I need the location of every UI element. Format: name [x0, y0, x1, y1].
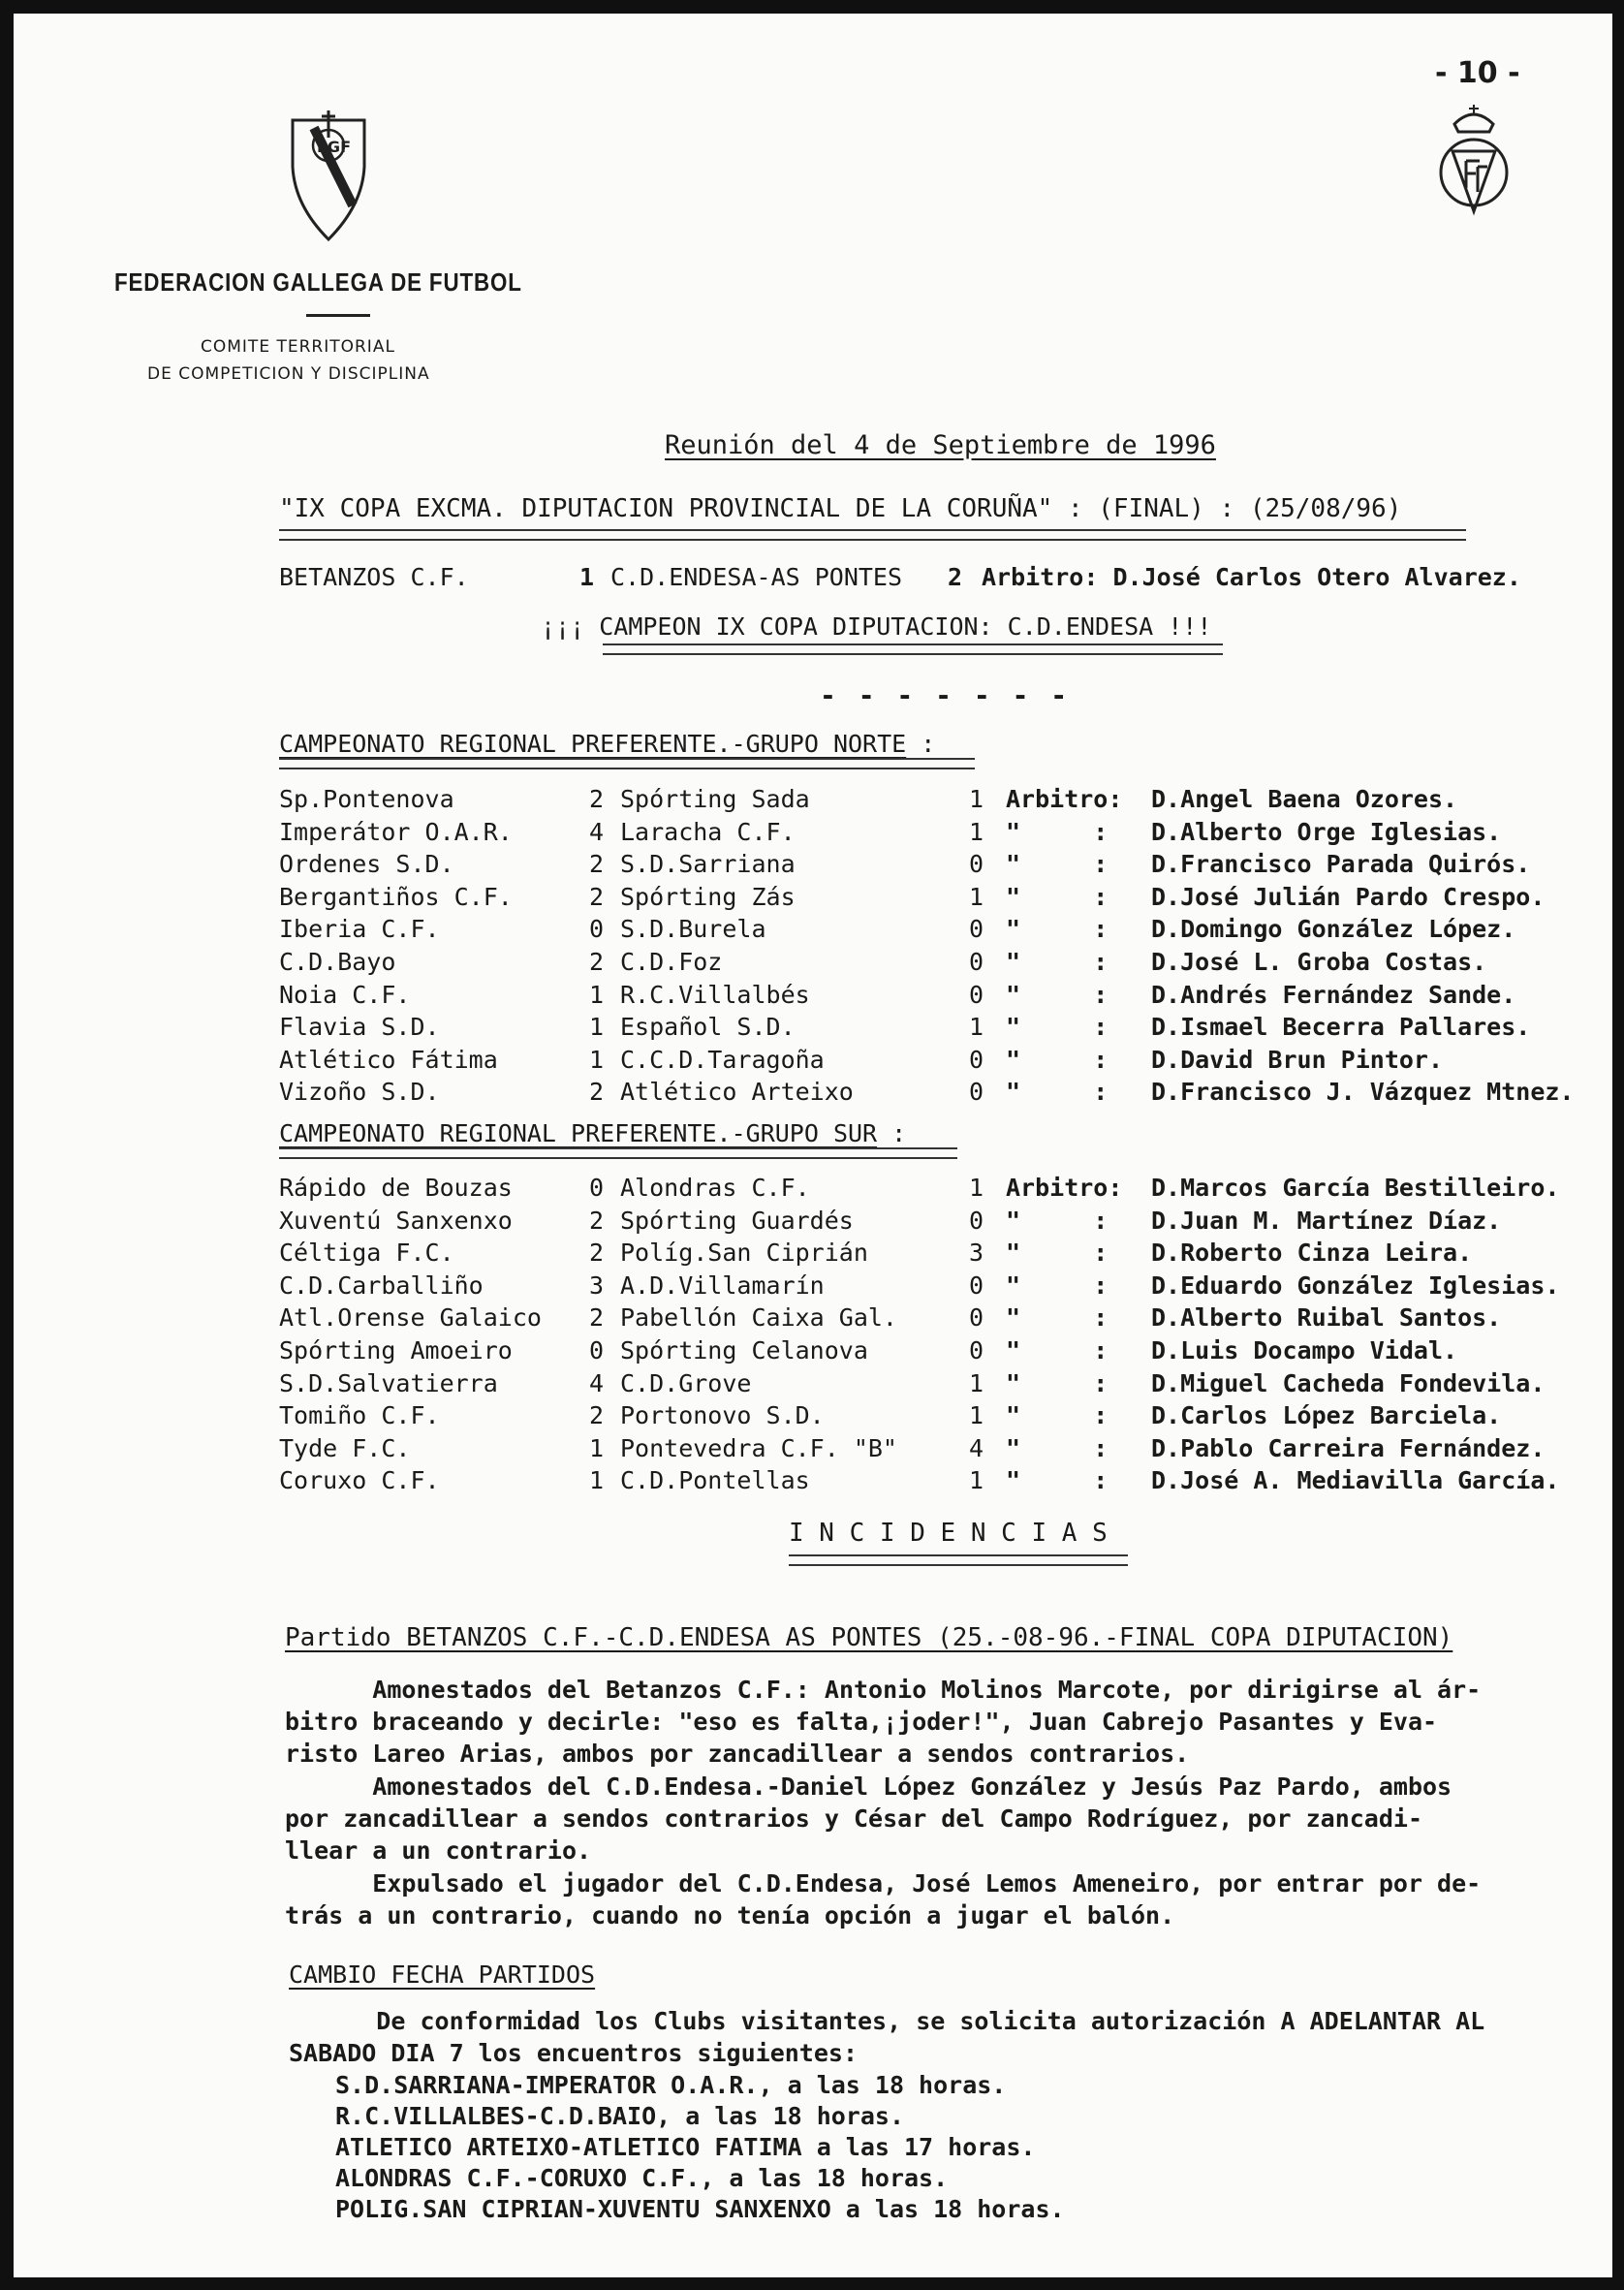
committee-line-1: COMITE TERRITORIAL — [201, 337, 395, 357]
referee-label: " : — [1006, 882, 1109, 911]
home-goals: 4 — [589, 817, 605, 846]
referee: D.José L. Groba Costas. — [1151, 948, 1487, 976]
home-team: C.D.Carballiño — [279, 1270, 484, 1300]
referee: D.José Julián Pardo Crespo. — [1151, 882, 1546, 911]
rfef-emblem-icon — [1435, 103, 1513, 219]
text-line: bitro braceando y decirle: "eso es falta,¡joder!", Juan Cabrejo Pasantes y Eva- — [285, 1708, 1438, 1736]
home-goals: 1 — [589, 1013, 605, 1042]
group-heading-text: CAMPEONATO REGIONAL PREFERENTE.-GRUPO NORTE — [279, 730, 907, 758]
home-team: Xuventú Sanxenxo — [279, 1206, 513, 1235]
text-line: por zancadillear a sendos contrarios y César del Campo Rodríguez, por zancadi- — [285, 1804, 1422, 1833]
incident-paragraph-1 — [285, 1674, 1583, 1770]
referee-label: " : — [1006, 1206, 1109, 1235]
referee: D.Ismael Becerra Pallares. — [1151, 1013, 1531, 1042]
referee: D.Angel Baena Ozores. — [1151, 785, 1458, 813]
home-goals: 2 — [589, 1401, 605, 1430]
away-team: Atlético Arteixo — [620, 1078, 854, 1107]
away-team: Políg.San Ciprián — [620, 1239, 868, 1268]
referee: D.Carlos López Barciela. — [1151, 1401, 1502, 1430]
referee-label: " : — [1006, 948, 1109, 976]
meeting-heading: Reunión del 4 de Septiembre de 1996 — [665, 430, 1216, 460]
home-goals: 4 — [589, 1368, 605, 1397]
home-goals: 0 — [589, 915, 605, 944]
away-team: Pontevedra C.F. "B" — [620, 1433, 897, 1462]
referee-label: " : — [1006, 1013, 1109, 1042]
away-goals: 0 — [969, 980, 984, 1009]
home-goals: 0 — [589, 1174, 605, 1202]
page-number: - 10 - — [1435, 56, 1520, 90]
referee: D.Marcos García Bestilleiro. — [1151, 1174, 1560, 1202]
referee: Arbitro: D.José Carlos Otero Alvarez. — [982, 563, 1521, 591]
away-goals: 1 — [969, 1013, 984, 1042]
home-team: Imperátor O.A.R. — [279, 817, 513, 846]
schedule-change-intro — [289, 2005, 1587, 2069]
table-row — [279, 849, 1607, 880]
home-goals: 1 — [589, 1433, 605, 1462]
away-goals: 1 — [969, 817, 984, 846]
home-goals: 2 — [589, 1303, 605, 1333]
group-sur-heading — [279, 1118, 906, 1149]
home-team: Flavia S.D. — [279, 1013, 440, 1042]
referee-label: " : — [1006, 1368, 1109, 1397]
separator: - - - - - - - — [820, 679, 1071, 711]
home-goals: 2 — [589, 850, 605, 879]
text-line: trás a un contrario, cuando no tenía opción a jugar el balón. — [285, 1901, 1175, 1929]
home-team: Ordenes S.D. — [279, 850, 454, 879]
home-goals: 2 — [589, 785, 605, 813]
home-team: Tyde F.C. — [279, 1433, 411, 1462]
table-row — [279, 1270, 1607, 1302]
home-goals: 2 — [589, 948, 605, 976]
document-page — [14, 14, 1612, 2277]
table-row — [279, 947, 1607, 978]
home-goals: 3 — [589, 1270, 605, 1300]
group-heading-suffix: : — [891, 1119, 907, 1147]
away-team: A.D.Villamarín — [620, 1270, 825, 1300]
home-team: S.D.Salvatierra — [279, 1368, 498, 1397]
away-goals: 0 — [969, 948, 984, 976]
incidents-title: I N C I D E N C I A S — [789, 1519, 1108, 1548]
table-row — [279, 784, 1607, 815]
home-goals: 2 — [589, 882, 605, 911]
referee: D.José A. Mediavilla García. — [1151, 1466, 1560, 1495]
incident-match-heading: Partido BETANZOS C.F.-C.D.ENDESA AS PONTES (25.-08-96.-FINAL COPA DIPUTACION) — [285, 1623, 1453, 1652]
home-goals: 2 — [589, 1078, 605, 1107]
away-goals: 0 — [969, 850, 984, 879]
list-item: ALONDRAS C.F.-CORUXO C.F., a las 18 horas. — [335, 2164, 949, 2192]
text-line: llear a un contrario. — [285, 1836, 592, 1865]
list-item: ATLETICO ARTEIXO-ATLETICO FATIMA a las 17 horas. — [335, 2133, 1036, 2161]
away-team: C.D.Grove — [620, 1368, 752, 1397]
referee-label: " : — [1006, 1045, 1109, 1074]
list-item: R.C.VILLALBES-C.D.BAIO, a las 18 horas. — [335, 2102, 904, 2130]
away-team: S.D.Sarriana — [620, 850, 796, 879]
home-team: Atlético Fátima — [279, 1045, 498, 1074]
away-team: Laracha C.F. — [620, 817, 796, 846]
table-row — [279, 980, 1607, 1011]
text-line: Expulsado el jugador del C.D.Endesa, José Lemos Ameneiro, por entrar por de- — [285, 1869, 1482, 1898]
referee-label: Arbitro: — [1006, 785, 1123, 813]
home-team: Vizoño S.D. — [279, 1078, 440, 1107]
table-row — [279, 882, 1607, 913]
table-row — [279, 1012, 1607, 1043]
away-goals: 1 — [969, 1466, 984, 1495]
referee-label: " : — [1006, 1336, 1109, 1365]
away-goals: 0 — [969, 1045, 984, 1074]
home-goals: 1 — [589, 1045, 605, 1074]
referee: D.David Brun Pintor. — [1151, 1045, 1444, 1074]
away-team: Spórting Celanova — [620, 1336, 868, 1365]
table-row — [279, 1302, 1607, 1333]
referee: D.Andrés Fernández Sande. — [1151, 980, 1516, 1009]
table-row — [279, 1433, 1607, 1464]
table-row — [279, 1335, 1607, 1366]
home-goals: 1 — [589, 980, 605, 1009]
away-team: Español S.D. — [620, 1013, 796, 1042]
referee-label: " : — [1006, 1433, 1109, 1462]
referee-label: " : — [1006, 817, 1109, 846]
referee: D.Domingo González López. — [1151, 915, 1516, 944]
home-team: Rápido de Bouzas — [279, 1174, 513, 1202]
referee-label: " : — [1006, 850, 1109, 879]
home-goals: 2 — [589, 1239, 605, 1268]
referee: D.Alberto Ruibal Santos. — [1151, 1303, 1502, 1333]
home-team: Bergantiños C.F. — [279, 882, 513, 911]
schedule-change-heading: CAMBIO FECHA PARTIDOS — [289, 1961, 596, 1989]
away-team: C.D.ENDESA-AS PONTES — [610, 563, 903, 591]
home-team: Céltiga F.C. — [279, 1239, 454, 1268]
home-team: C.D.Bayo — [279, 948, 396, 976]
table-row — [279, 1077, 1607, 1108]
away-team: Pabellón Caixa Gal. — [620, 1303, 897, 1333]
home-team: Spórting Amoeiro — [279, 1336, 513, 1365]
referee-label: " : — [1006, 1401, 1109, 1430]
table-row — [279, 1400, 1607, 1431]
home-team: Noia C.F. — [279, 980, 411, 1009]
referee: D.Francisco Parada Quirós. — [1151, 850, 1531, 879]
group-norte-heading — [279, 729, 935, 760]
referee-label: " : — [1006, 1466, 1109, 1495]
away-team: Portonovo S.D. — [620, 1401, 825, 1430]
away-team: Spórting Zás — [620, 882, 796, 911]
away-team: C.D.Foz — [620, 948, 723, 976]
group-heading-text: CAMPEONATO REGIONAL PREFERENTE.-GRUPO SUR — [279, 1119, 878, 1147]
group-heading-suffix: : — [921, 730, 936, 758]
referee-label: " : — [1006, 980, 1109, 1009]
home-goals: 1 — [579, 563, 595, 591]
referee-label: " : — [1006, 1270, 1109, 1300]
away-goals: 0 — [969, 1078, 984, 1107]
table-row — [279, 1173, 1607, 1204]
home-team: Iberia C.F. — [279, 915, 440, 944]
away-goals: 0 — [969, 1303, 984, 1333]
away-goals: 0 — [969, 1270, 984, 1300]
referee: D.Roberto Cinza Leira. — [1151, 1239, 1473, 1268]
away-goals: 2 — [948, 563, 963, 591]
home-goals: 1 — [589, 1466, 605, 1495]
champion-text: CAMPEON IX COPA DIPUTACION: C.D.ENDESA — [599, 612, 1154, 641]
divider — [603, 643, 1223, 655]
away-goals: 1 — [969, 1401, 984, 1430]
away-team: R.C.Villalbés — [620, 980, 810, 1009]
away-team: Spórting Guardés — [620, 1206, 854, 1235]
away-goals: 0 — [969, 1336, 984, 1365]
away-goals: 4 — [969, 1433, 984, 1462]
table-row — [279, 817, 1607, 848]
away-team: C.D.Pontellas — [620, 1466, 810, 1495]
incident-paragraph-3 — [285, 1867, 1583, 1931]
away-goals: 0 — [969, 1206, 984, 1235]
divider — [279, 1147, 957, 1159]
away-goals: 3 — [969, 1239, 984, 1268]
away-team: Alondras C.F. — [620, 1174, 810, 1202]
divider — [306, 314, 370, 317]
home-team: Tomiño C.F. — [279, 1401, 440, 1430]
text-line: De conformidad los Clubs visitantes, se solicita autorización A ADELANTAR AL — [289, 2007, 1485, 2035]
home-team: Atl.Orense Galaico — [279, 1303, 542, 1333]
home-team: BETANZOS C.F. — [279, 563, 469, 591]
table-row — [279, 1465, 1607, 1496]
referee: D.Juan M. Martínez Díaz. — [1151, 1206, 1502, 1235]
champion-line — [541, 612, 1211, 643]
cup-result-row — [279, 562, 1607, 593]
champion-prefix: ¡¡¡ — [541, 612, 585, 641]
away-goals: 1 — [969, 1174, 984, 1202]
referee: D.Miguel Cacheda Fondevila. — [1151, 1368, 1546, 1397]
referee: D.Alberto Orge Iglesias. — [1151, 817, 1502, 846]
away-team: S.D.Burela — [620, 915, 766, 944]
referee: D.Francisco J. Vázquez Mtnez. — [1151, 1078, 1575, 1107]
referee: D.Pablo Carreira Fernández. — [1151, 1433, 1546, 1462]
federation-crest-icon — [285, 109, 372, 244]
away-team: C.C.D.Taragoña — [620, 1045, 825, 1074]
home-goals: 0 — [589, 1336, 605, 1365]
away-goals: 1 — [969, 1368, 984, 1397]
champion-suffix: !!! — [1168, 612, 1212, 641]
away-team: Spórting Sada — [620, 785, 810, 813]
divider — [279, 529, 1466, 541]
divider — [789, 1554, 1128, 1566]
schedule-change-list — [335, 2070, 1498, 2225]
svg-text:FGF: FGF — [317, 138, 351, 156]
committee-line-2: DE COMPETICION Y DISCIPLINA — [147, 364, 430, 384]
list-item: S.D.SARRIANA-IMPERATOR O.A.R., a las 18 horas. — [335, 2071, 1007, 2099]
away-goals: 1 — [969, 882, 984, 911]
home-team: Sp.Pontenova — [279, 785, 454, 813]
referee-label: " : — [1006, 1239, 1109, 1268]
table-row — [279, 1045, 1607, 1076]
referee: D.Eduardo González Iglesias. — [1151, 1270, 1560, 1300]
referee-label: " : — [1006, 915, 1109, 944]
table-row — [279, 1368, 1607, 1399]
cup-heading: "IX COPA EXCMA. DIPUTACION PROVINCIAL DE LA CORUÑA" : (FINAL) : (25/08/96) — [279, 494, 1402, 523]
text-line: Amonestados del Betanzos C.F.: Antonio Molinos Marcote, por dirigirse al ár- — [285, 1676, 1482, 1704]
table-row — [279, 1206, 1607, 1237]
away-goals: 0 — [969, 915, 984, 944]
referee-label: " : — [1006, 1078, 1109, 1107]
referee: D.Luis Docampo Vidal. — [1151, 1336, 1458, 1365]
incident-paragraph-2 — [285, 1771, 1583, 1867]
home-goals: 2 — [589, 1206, 605, 1235]
text-line: Amonestados del C.D.Endesa.-Daniel López González y Jesús Paz Pardo, ambos — [285, 1772, 1452, 1801]
divider — [279, 758, 975, 769]
away-goals: 1 — [969, 785, 984, 813]
home-team: Coruxo C.F. — [279, 1466, 440, 1495]
federation-title: FEDERACION GALLEGA DE FUTBOL — [114, 267, 522, 297]
text-line: SABADO DIA 7 los encuentros siguientes: — [289, 2039, 858, 2067]
referee-label: Arbitro: — [1006, 1174, 1123, 1202]
text-line: risto Lareo Arias, ambos por zancadillear a sendos contrarios. — [285, 1740, 1190, 1768]
list-item: POLIG.SAN CIPRIAN-XUVENTU SANXENXO a las 18 horas. — [335, 2195, 1065, 2223]
table-row — [279, 1238, 1607, 1269]
table-row — [279, 914, 1607, 945]
referee-label: " : — [1006, 1303, 1109, 1333]
